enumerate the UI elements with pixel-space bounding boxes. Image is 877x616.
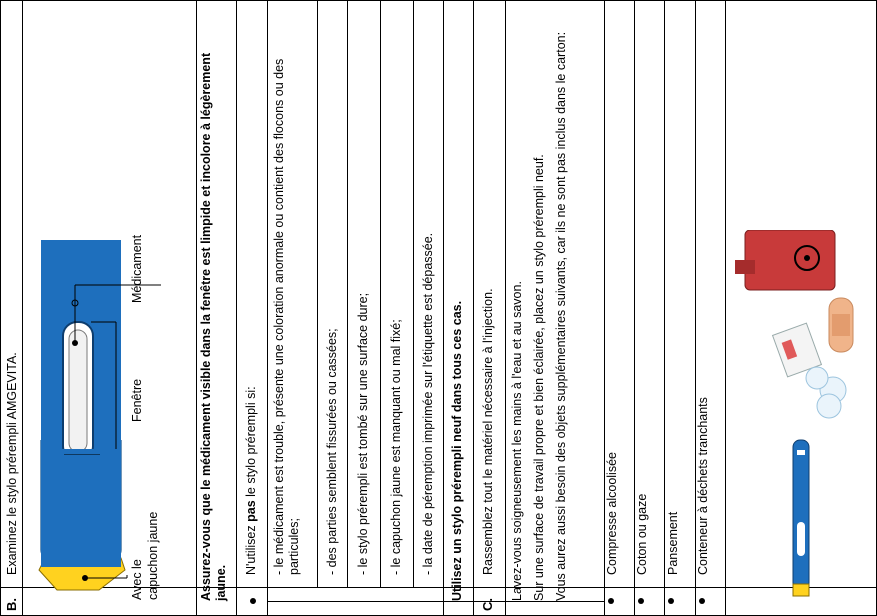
condition-5: - la date de péremption imprimée sur l'étiquette est dépassée. xyxy=(421,232,435,575)
item-bandage: Pansement xyxy=(666,511,680,575)
do-not-use: N'utilisez pas le stylo prérempli si: xyxy=(244,386,258,575)
table-border-top xyxy=(0,0,877,1)
check-statement: Assurez-vous que le médicament visible dans la fenêtre est limpide et incolore à légèrement jaune. xyxy=(199,52,228,601)
work-surface: Sur une surface de travail propre et bien éclairée, placez un stylo prérempli neuf. xyxy=(532,154,546,601)
label-line-2: capuchon jaune xyxy=(146,511,160,600)
condition-4: - le capuchon jaune est manquant ou mal fixé; xyxy=(389,319,403,575)
label-window: Fenêtre xyxy=(130,378,144,422)
marker-row-sub-divider xyxy=(267,601,604,602)
step-b-title: Examinez le stylo prérempli AMGEVITA. xyxy=(5,352,19,575)
cotton-icon xyxy=(806,367,846,418)
supplies-illustration xyxy=(735,230,870,610)
item-cotton: Coton ou gaze xyxy=(635,493,649,575)
step-b-marker: B. xyxy=(4,598,19,611)
window-lower xyxy=(64,451,104,469)
bandage-icon xyxy=(829,298,853,352)
step-c-marker: C. xyxy=(480,598,495,611)
step-c-title: Rassemblez tout le matériel nécessaire à l'injection. xyxy=(481,288,495,575)
condition-1: - le médicament est trouble, présente une coloration anormale ou contient des flocons ou des particules; xyxy=(272,58,301,575)
sharps-container-icon xyxy=(735,230,835,290)
condition-2: - des parties semblent fissurées ou cassées; xyxy=(325,328,339,575)
item-sharps-container: Conteneur à déchets tranchants xyxy=(696,397,710,575)
item-alcohol-wipe: Compresse alcoolisée xyxy=(605,452,619,575)
condition-3: - le stylo prérempli est tombé sur une surface dure; xyxy=(356,292,370,575)
table-border-left xyxy=(0,0,1,616)
bullet xyxy=(250,598,256,604)
label-medicine: Médicament xyxy=(130,234,144,303)
pen-upper xyxy=(41,240,191,455)
extra-supplies: Vous aurez aussi besoin des objets supplémentaires suivants, car ils ne sont pas inclus dans le carton: xyxy=(554,31,568,601)
use-new-pen: Utilisez un stylo prérempli neuf dans tous ces cas. xyxy=(450,300,464,601)
pen-icon xyxy=(793,440,809,596)
label-line-1: Avec le xyxy=(130,559,144,600)
wash-hands: Lavez-vous soigneusement les mains à l'eau et au savon. xyxy=(510,281,524,601)
